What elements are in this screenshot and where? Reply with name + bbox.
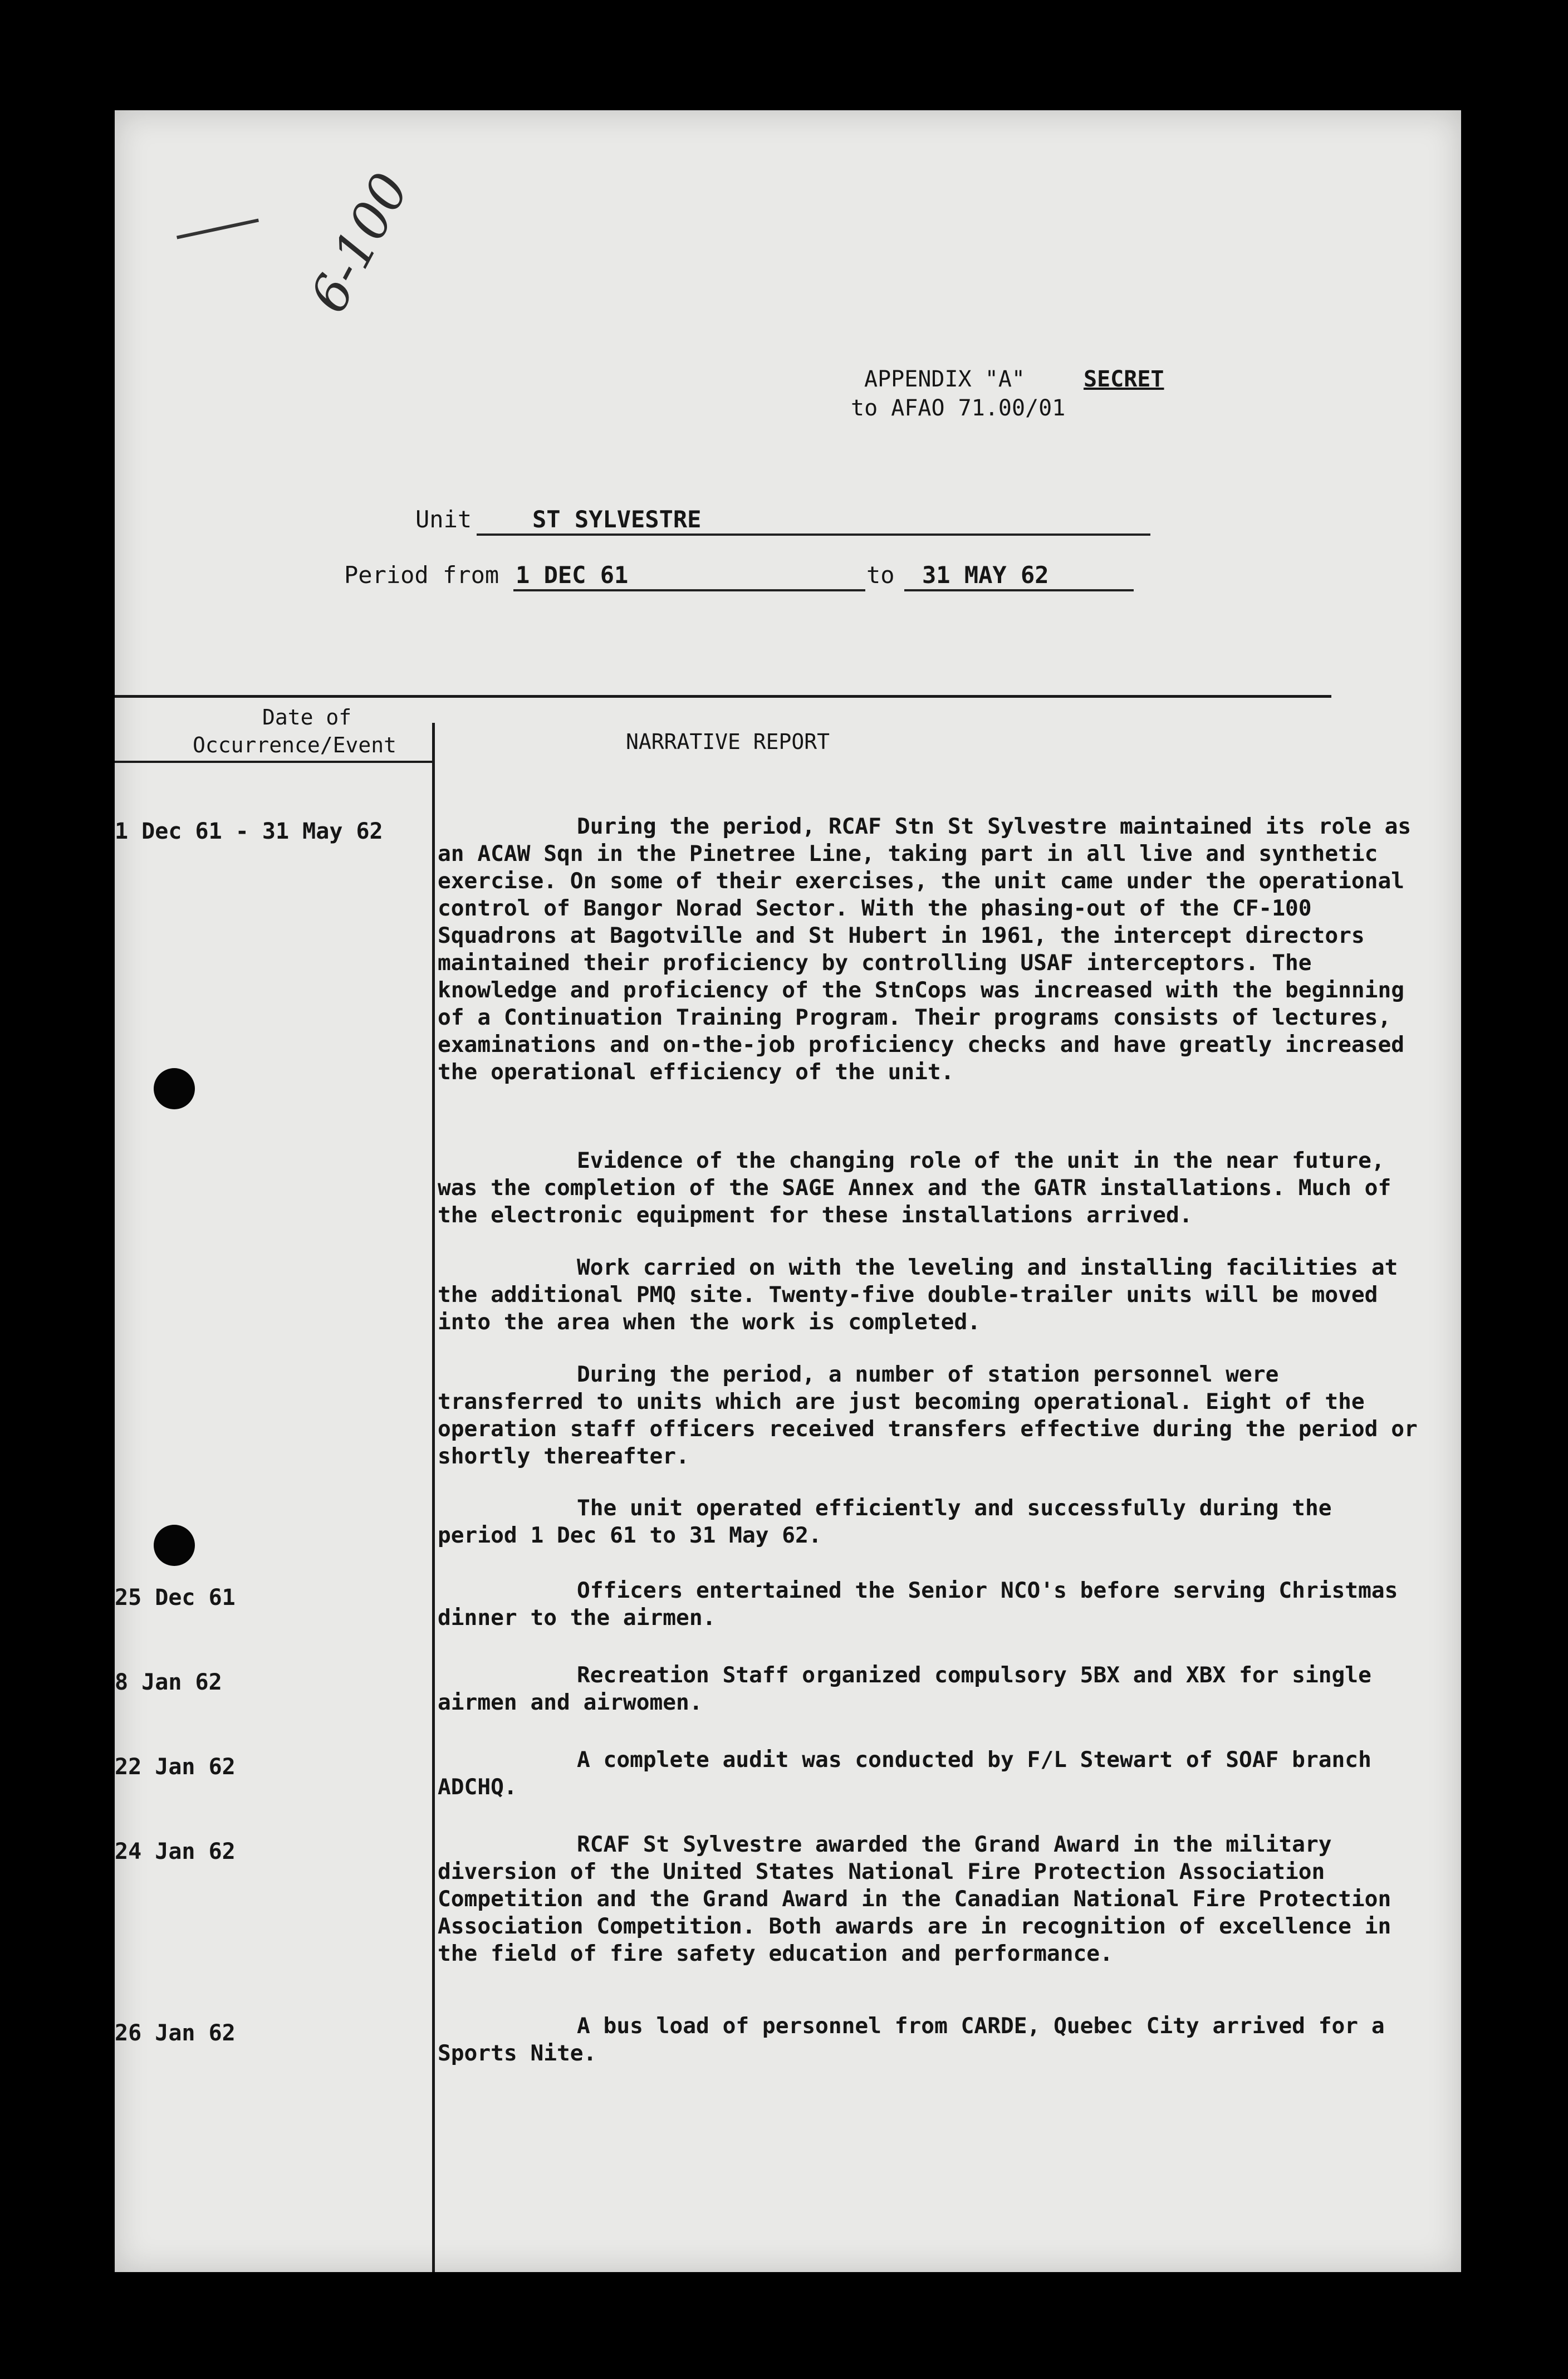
- narrative-column-header: NARRATIVE REPORT: [626, 730, 830, 754]
- unit-value: ST SYLVESTRE: [532, 506, 702, 533]
- entry-text: Evidence of the changing role of the unit in the near future, was the completion of the SAGE Annex and the GATR installations. Much of the electronic equipment for these installations arrived.: [438, 1148, 1391, 1228]
- entry-text: During the period, a number of station personnel were transferred to units which are just becoming operational. Eight of the operation staff officers received transfers effective during the period or shortly thereafter.: [438, 1362, 1418, 1469]
- period-to-underline: [904, 589, 1134, 591]
- appendix-label: APPENDIX "A": [864, 366, 1025, 392]
- period-from-value: 1 DEC 61: [516, 561, 629, 589]
- pencil-mark: [177, 218, 259, 239]
- binder-hole: [154, 1525, 195, 1566]
- entry-text: Officers entertained the Senior NCO's before serving Christmas dinner to the airmen.: [438, 1578, 1398, 1631]
- entry-date: 26 Jan 62: [115, 2020, 236, 2046]
- period-to-label: to: [866, 561, 895, 589]
- entry-date: 22 Jan 62: [115, 1754, 236, 1780]
- entry-text: RCAF St Sylvestre awarded the Grand Award in the military diversion of the United States National Fire Protection Association Competition and the Grand Award in the Canadian National Fire Protection Association Competition. Both awards are in recognition of excellence in the field of fire safety education and performance.: [438, 1832, 1391, 1966]
- entry-text: Recreation Staff organized compulsory 5BX and XBX for single airmen and airwomen.: [438, 1662, 1371, 1715]
- entry-text: Work carried on with the leveling and installing facilities at the additional PMQ site. Twenty-five double-trailer units will be moved into the area when the work is completed.: [438, 1255, 1398, 1335]
- reference-label: to AFAO 71.00/01: [851, 395, 1066, 421]
- period-to-value: 31 MAY 62: [922, 561, 1049, 589]
- binder-hole: [154, 1068, 195, 1109]
- entry-text: During the period, RCAF Stn St Sylvestre maintained its role as an ACAW Sqn in the Pinetree Line, taking part in all live and synthetic exercise. On some of their exercises, the unit came under the operational control of Bangor Norad Sector. With the phasing-out of the CF-100 Squadrons at Bagotville and St Hubert in 1961, the intercept directors maintained their proficiency by controlling USAF interceptors. The knowledge and proficiency of the StnCops was increased with the beginning of a Continuation Training Program. Their programs consists of lectures, examinations and on-the-job proficiency checks and have greatly increased the operational efficiency of the unit.: [438, 814, 1412, 1085]
- period-from-underline: [513, 589, 865, 591]
- period-from-label: Period from: [344, 561, 499, 589]
- entry-text: A complete audit was conducted by F/L Stewart of SOAF branch ADCHQ.: [438, 1747, 1371, 1800]
- entry-date: 1 Dec 61 - 31 May 62: [115, 819, 383, 844]
- entry-text: A bus load of personnel from CARDE, Quebec City arrived for a Sports Nite.: [438, 2013, 1385, 2066]
- entry-date: 8 Jan 62: [115, 1670, 222, 1695]
- entry-date: 24 Jan 62: [115, 1839, 236, 1864]
- table-header-rule: [115, 761, 432, 763]
- date-column-header-line2: Occurrence/Event: [193, 733, 397, 757]
- handwritten-file-number: 6-100: [298, 163, 420, 322]
- date-column-header: Date of: [262, 705, 352, 730]
- unit-label: Unit: [415, 506, 472, 533]
- entry-text: The unit operated efficiently and successfully during the period 1 Dec 61 to 31 May 62.: [438, 1495, 1332, 1548]
- column-divider: [432, 723, 435, 2272]
- table-top-rule: [115, 695, 1331, 698]
- unit-underline: [477, 533, 1150, 536]
- document-page: [115, 110, 1461, 2272]
- entry-date: 25 Dec 61: [115, 1585, 236, 1611]
- classification-stamp: SECRET: [1084, 366, 1164, 392]
